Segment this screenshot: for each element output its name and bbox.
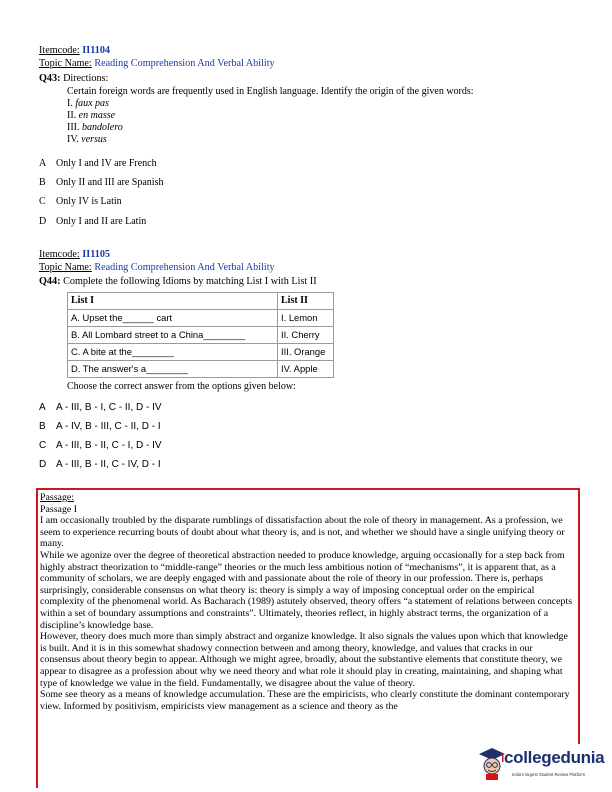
- q43-option-d[interactable]: D Only I and II are Latin: [39, 216, 147, 227]
- q43-option-a[interactable]: A Only I and IV are French: [39, 158, 157, 169]
- q44-option-d[interactable]: D A - III, B - II, C - IV, D - I: [39, 459, 161, 470]
- table-header-cell: List II: [278, 293, 334, 310]
- q44-topic-line: [39, 262, 275, 274]
- table-cell: I. Lemon: [278, 310, 334, 327]
- table-cell: B. All Lombard street to a China________: [68, 327, 278, 344]
- topic-value: Reading Comprehension And Verbal Ability: [94, 262, 275, 273]
- q43-itemcode-line: [39, 45, 110, 57]
- q44-option-c[interactable]: C A - III, B - II, C - I, D - IV: [39, 440, 162, 451]
- itemcode-label: Itemcode:: [39, 45, 80, 56]
- q43-topic-line: [39, 58, 275, 70]
- q44-option-a[interactable]: A A - III, B - I, C - II, D - IV: [39, 402, 162, 413]
- table-cell: D. The answer's a________: [68, 361, 278, 378]
- itemcode-label: Itemcode:: [39, 249, 80, 260]
- topic-value: Reading Comprehension And Verbal Ability: [94, 58, 275, 69]
- itemcode-value: II1105: [82, 249, 111, 260]
- q43-directions: Certain foreign words are frequently used in English language. Identify the origin of the given words:: [67, 86, 474, 97]
- logo-wordmark: collegedunia: [504, 748, 605, 767]
- q43-item: III. bandolero: [67, 122, 123, 133]
- table-header-row: [68, 293, 334, 310]
- q44-heading: [39, 276, 317, 288]
- table-cell: III. Orange: [278, 344, 334, 361]
- logo-tagline: India's largest Student Review Platform: [512, 772, 585, 777]
- q44-option-b[interactable]: B A - IV, B - III, C - II, D - I: [39, 421, 161, 432]
- question-number: Q43:: [39, 73, 61, 84]
- q43-item: I. faux pas: [67, 98, 109, 109]
- passage: [40, 492, 574, 712]
- topic-label: Topic Name:: [39, 58, 92, 69]
- q43-option-c[interactable]: C Only IV is Latin: [39, 196, 122, 207]
- q43-option-b[interactable]: B Only II and III are Spanish: [39, 177, 164, 188]
- table-cell: II. Cherry: [278, 327, 334, 344]
- table-cell: A. Upset the______ cart: [68, 310, 278, 327]
- q43-item: IV. versus: [67, 134, 107, 145]
- table-cell: IV. Apple: [278, 361, 334, 378]
- itemcode-value: II1104: [82, 45, 111, 56]
- passage-title: Passage I: [40, 503, 78, 515]
- graduate-mascot-icon: [478, 746, 506, 780]
- table-row: [68, 344, 334, 361]
- table-row: [68, 310, 334, 327]
- passage-paragraph: I am occasionally troubled by the disparate rumblings of dissatisfaction about the role of theory in management. As a profession, we seem to experience recurring bouts of doubt about what theory is, and is not, and whether we should have a single unifying theory or many.: [40, 515, 565, 550]
- question-stem: Complete the following Idioms by matching List I with List II: [63, 276, 317, 287]
- passage-paragraph: Some see theory as a means of knowledge accumulation. These are the empiricists, who clearly constitute the dominant contemporary view. Informed by positivism, empiricists view management as a science and theory as the: [40, 689, 570, 712]
- table-cell: C. A bite at the________: [68, 344, 278, 361]
- table-header-cell: List I: [68, 293, 278, 310]
- question-number: Q44:: [39, 276, 61, 287]
- collegedunia-logo: [478, 744, 610, 790]
- table-row: [68, 361, 334, 378]
- passage-paragraph: However, theory does much more than simply abstract and organize knowledge. It also signals the values upon which that knowledge is built. And it is in this somewhat shadowy connection between and among theory, knowledge, and values that cracks in our consensus about theory begin to appear. Although we might agree, broadly, about the substantive elements that constitute theory, we appear to disagree as a profession about why we need theory and what role it should play in creating, maintaining, and shaping what type of knowledge we value in the field. Fundamentally, we disagree about the value of theory.: [40, 631, 568, 689]
- passage-label: Passage:: [40, 492, 75, 503]
- q44-itemcode-line: [39, 249, 110, 261]
- q44-instruction: Choose the correct answer from the options given below:: [67, 381, 296, 392]
- topic-label: Topic Name:: [39, 262, 92, 273]
- q43-heading: [39, 73, 108, 85]
- q43-item: II. en masse: [67, 110, 116, 121]
- table-row: [68, 327, 334, 344]
- directions-label: Directions:: [63, 73, 109, 84]
- match-table: [67, 292, 334, 378]
- passage-paragraph: While we agonize over the degree of theoretical abstraction needed to produce knowledge, arguing occasionally for a step back from highly abstract theorization to “middle-range” theories or the much less ambitious notion of “mechanisms”, it is apparent that, as a community of scholars, we are deeply engaged with and passionate about the role of theory in our profession. There is, perhaps surprisingly, considerable consensus on what theory is: theory is simply a way of imposing conceptual order on the empirical complexity of the phenomenal world. As Bacharach (1989) astutely observed, theory offers “a statement of relations between concepts within a set of boundary assumptions and constraints”. Ultimately, theories reflect, in highly abstract terms, the organization of a discipline’s knowledge base.: [40, 549, 573, 631]
